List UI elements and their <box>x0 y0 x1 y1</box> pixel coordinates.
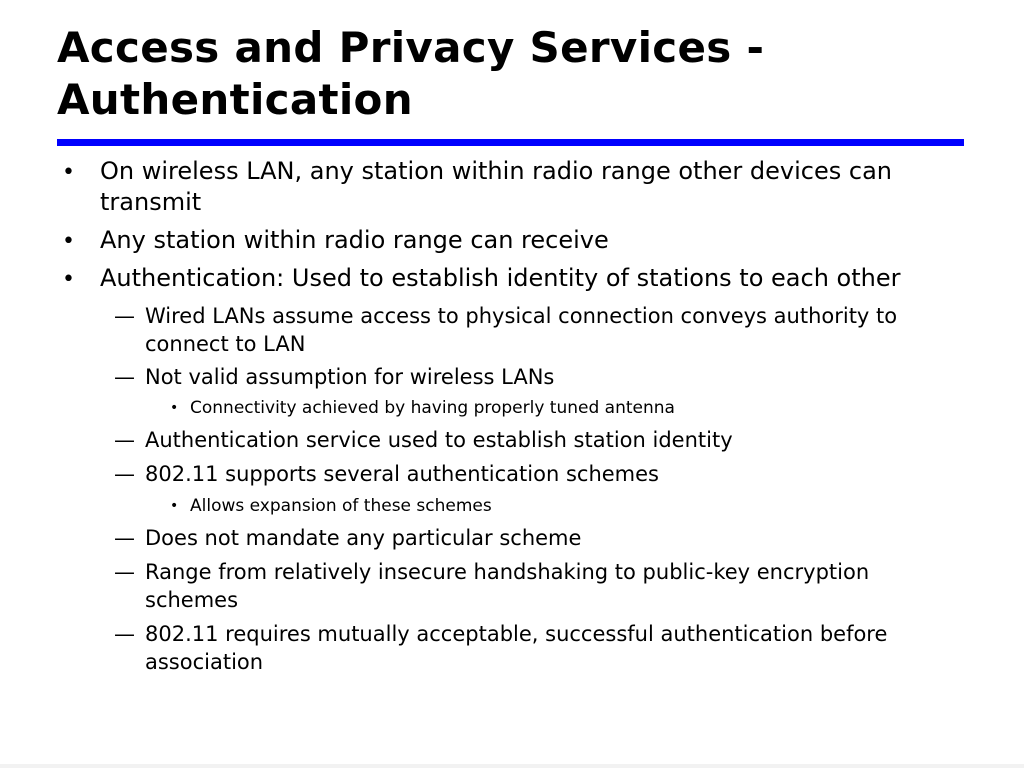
sub-sub-bullet-text: Allows expansion of these schemes <box>190 496 492 516</box>
dash-marker: — <box>114 560 135 584</box>
bullet-marker: • <box>62 229 75 254</box>
dash-marker: — <box>114 304 135 328</box>
bullet-marker: • <box>62 267 75 292</box>
sub-sub-bullet-text: Connectivity achieved by having properly tuned antenna <box>190 398 675 418</box>
dash-marker: — <box>114 462 135 486</box>
sub-bullet-text: Not valid assumption for wireless LANs <box>145 365 555 389</box>
bullet-text: Authentication: Used to establish identity of stations to each other <box>100 264 901 292</box>
sub-bullet-text: Wired LANs assume access to physical connection conveys authority to connect to LAN <box>145 304 898 356</box>
dash-marker: — <box>114 428 135 452</box>
bullet-text: On wireless LAN, any station within radio range other devices can transmit <box>100 157 892 216</box>
sub-bullet-text: 802.11 supports several authentication schemes <box>145 462 659 486</box>
title-underline-rule <box>57 139 964 146</box>
dash-marker: — <box>114 526 135 550</box>
dash-marker: — <box>114 622 135 646</box>
bullet-marker: • <box>170 400 179 416</box>
bullet-marker: • <box>62 160 75 185</box>
sub-bullet-text: Authentication service used to establish station identity <box>145 428 733 452</box>
sub-bullet-text: 802.11 requires mutually acceptable, successful authentication before association <box>145 622 888 674</box>
bullet-marker: • <box>170 498 179 514</box>
slide-bottom-strip <box>0 764 1024 768</box>
sub-bullet-text: Range from relatively insecure handshaking to public-key encryption schemes <box>145 560 870 612</box>
slide-title: Access and Privacy Services - Authentication <box>57 23 765 124</box>
bullet-text: Any station within radio range can receive <box>100 226 609 254</box>
sub-bullet-text: Does not mandate any particular scheme <box>145 526 582 550</box>
dash-marker: — <box>114 365 135 389</box>
